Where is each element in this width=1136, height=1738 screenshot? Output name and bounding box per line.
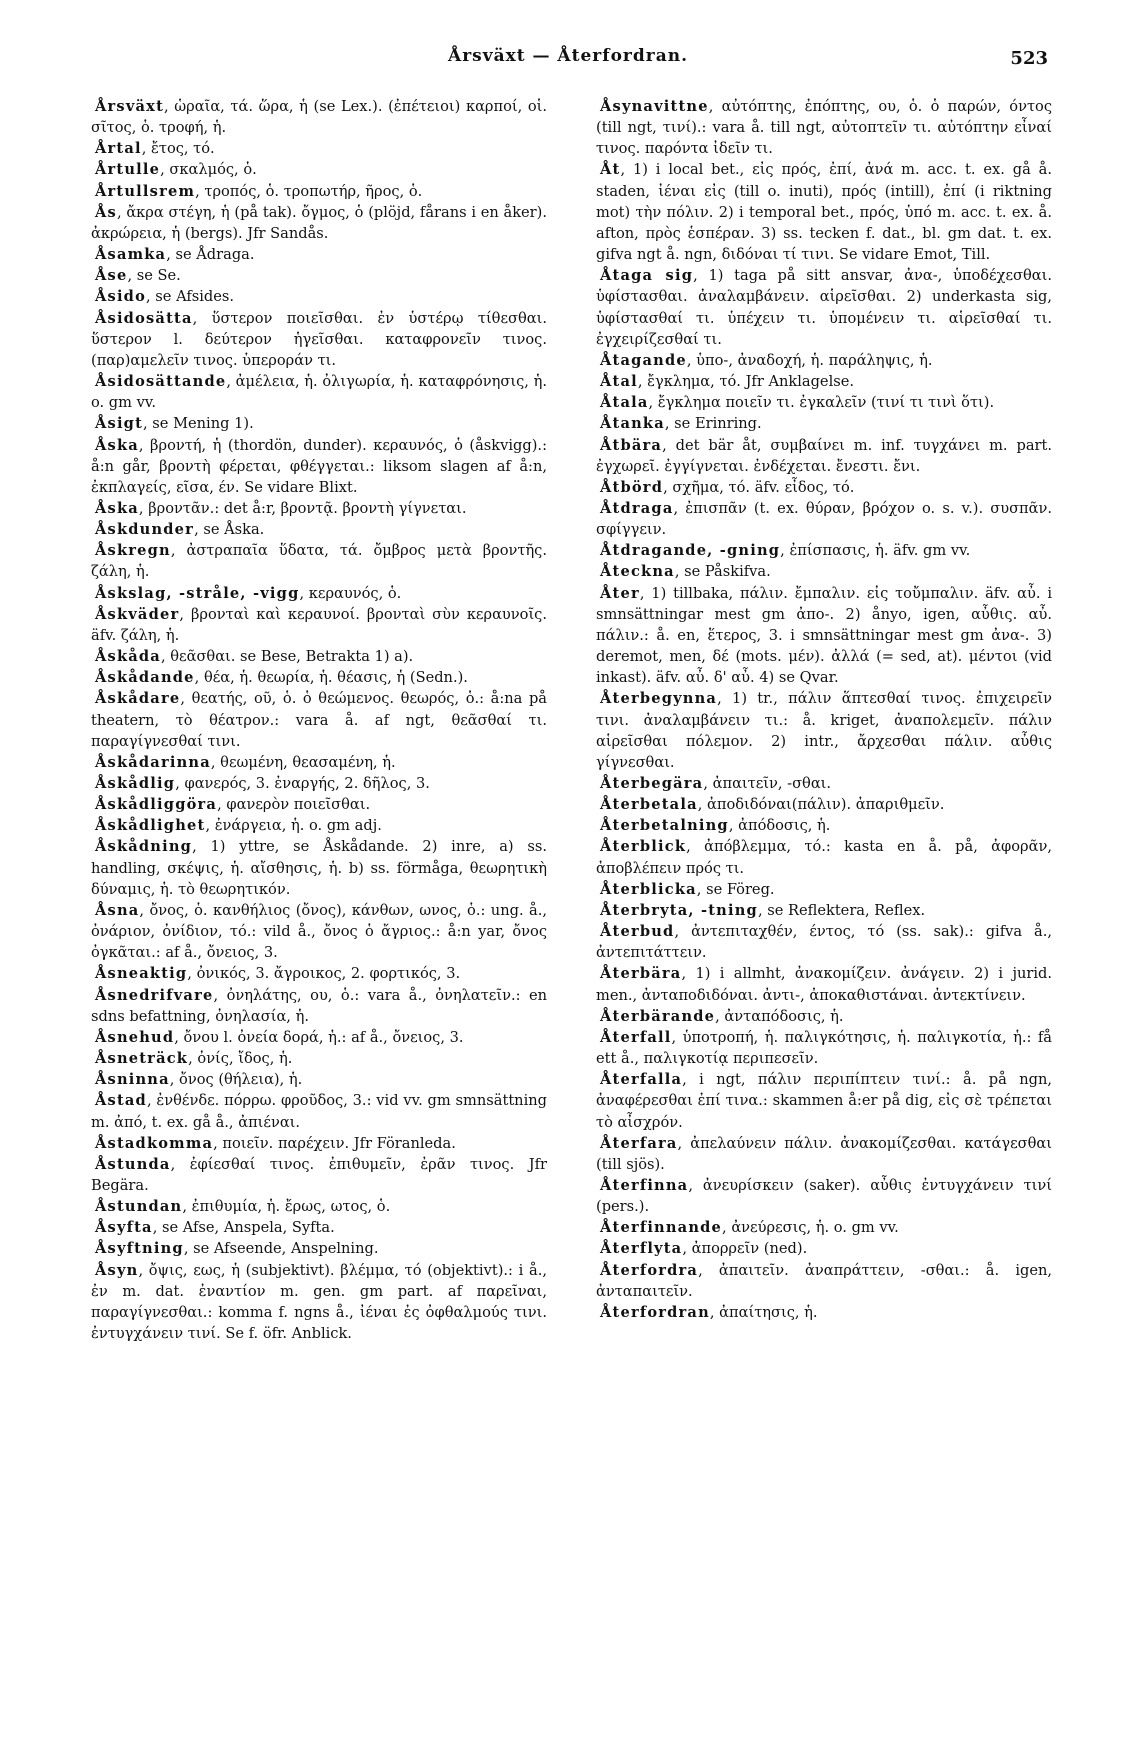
entry-definition: , τροπός, ὁ. τροπωτήρ, ῆρος, ὁ. <box>195 182 423 200</box>
entry-definition: , ἀντεπιταχθέν, έντος, τό (ss. sak).: gifva å., ἀντεπιτάττειν. <box>596 923 1052 962</box>
entry-headword: Årtullsrem <box>95 182 196 200</box>
entry-headword: Ås <box>95 203 117 221</box>
entry-definition: , ἀμέλεια, ἡ. ὀλιγωρία, ἡ. καταφρόνησις, ἡ. o. gm vv. <box>91 373 547 412</box>
entry-definition: , ὄνου l. ὀνεία δορά, ἡ.: af å., ὄνειος, 3. <box>174 1028 464 1046</box>
entry-definition: , ἀπελαύνειν πάλιν. ἀνακομίζεσθαι. κατάγεσθαι (till sjös). <box>596 1134 1052 1173</box>
entry-headword: Återflyta <box>600 1240 683 1258</box>
entry-headword: Återfara <box>600 1134 678 1152</box>
dictionary-entry <box>596 1133 1052 1175</box>
entry-headword: Återblick <box>600 838 687 856</box>
entry-definition: , ἐπίσπασις, ἡ. äfv. gm vv. <box>780 542 971 560</box>
entry-definition: , θεᾶσθαι. se Bese, Betrakta 1) a). <box>160 648 414 666</box>
dictionary-entry <box>596 561 1052 582</box>
dictionary-entry <box>91 519 547 540</box>
entry-definition: , σχῆμα, τό. äfv. εἶδος, τό. <box>663 478 855 496</box>
dictionary-entry <box>91 752 547 773</box>
entry-headword: Åtanka <box>600 415 665 433</box>
dictionary-entry <box>91 371 547 413</box>
entry-headword: Åsidosätta <box>95 309 193 327</box>
entry-definition: , ἀνεύρεσις, ἡ. o. gm vv. <box>722 1219 899 1237</box>
entry-headword: Årtal <box>95 140 142 158</box>
entry-headword: Återbegära <box>600 775 704 792</box>
entry-definition: , σκαλμός, ὁ. <box>160 161 257 179</box>
dictionary-entry <box>596 540 1052 561</box>
dictionary-entry <box>596 265 1052 350</box>
entry-definition: , ἀνταπόδοσις, ἡ. <box>715 1007 844 1025</box>
entry-headword: Åska <box>95 436 139 454</box>
dictionary-entry <box>91 244 547 265</box>
dictionary-entry <box>91 1133 547 1154</box>
dictionary-entry <box>91 900 547 963</box>
entry-definition: , ὄνος (θήλεια), ἡ. <box>169 1071 303 1089</box>
entry-headword: Åsigt <box>95 415 144 433</box>
entry-headword: Åstad <box>95 1092 147 1110</box>
entry-headword: Återfordra <box>600 1261 699 1279</box>
entry-headword: Åtbära <box>600 436 663 454</box>
dictionary-entry <box>91 836 547 899</box>
entry-definition: , se Se. <box>127 267 181 285</box>
entry-definition: , se Ådraga. <box>166 246 255 264</box>
entry-headword: Åskådliggöra <box>95 796 218 814</box>
entry-definition: , ἔγκλημα, τό. Jfr Anklagelse. <box>637 373 855 391</box>
dictionary-entry <box>596 583 1052 689</box>
entry-headword: Åskådlig <box>95 775 176 792</box>
dictionary-entry <box>91 413 547 434</box>
dictionary-entry <box>596 1260 1052 1302</box>
dictionary-entry <box>91 286 547 307</box>
dictionary-entry <box>596 1238 1052 1259</box>
dictionary-entry <box>596 921 1052 963</box>
entry-definition: , i ngt, πάλιν περιπίπτειν τινί.: å. på ngn, ἀναφέρεσθαι ἐπί τινα.: skammen å:er på dig, εἰς σὲ τρέπεται τὸ αἶσχρόν. <box>596 1071 1052 1131</box>
dictionary-entry <box>596 96 1052 159</box>
dictionary-entry <box>91 1260 547 1345</box>
entry-definition: , βρονταὶ καὶ κεραυνοί. βρονταὶ σὺν κεραυνοῖς. äfv. ζάλη, ἡ. <box>91 605 547 644</box>
entry-definition: , ἀπόδοσις, ἡ. <box>728 817 831 835</box>
entry-definition: , βροντή, ἡ (thordön, dunder). κεραυνός, ὁ (åskvigg).: å:n går, βροντὴ φέρεται, φθέγγεται.: liksom slagen af å:n, ἐκπλαγείς, εῖσα, έν. Se vidare Blixt. <box>91 436 547 496</box>
entry-definition: , ἀπαιτεῖν, -σθαι. <box>703 775 832 792</box>
entry-definition: , ὑποτροπή, ἡ. παλιγκότησις, ἡ. παλιγκοτία, ἡ.: få ett å., παλιγκοτίᾳ περιπεσεῖν. <box>596 1028 1052 1068</box>
entry-definition: , 1) tillbaka, πάλιν. ἔμπαλιν. εἰς τοὔμπαλιν. äfv. αὖ. i smnsättningar mest gm ἀπο-. 2) ånyo, igen, αὖθις. αὖ. πάλιν.: å. en, ἕτερος, 3. i smnsättningar mest gm ἀνα-. 3) deremot, men, δέ (mots. μέν). ἀλλά (= sed, at). μέντοι (vid inkast). äfv. αὖ. δ' αὖ. 4) se Qvar. <box>596 584 1052 687</box>
dictionary-entry <box>596 815 1052 836</box>
entry-headword: Årsväxt <box>95 98 165 115</box>
left-column <box>91 96 547 1344</box>
entry-headword: Åsido <box>95 288 147 306</box>
entry-headword: Åsynavittne <box>600 98 709 115</box>
entry-definition: , ποιεῖν. παρέχειν. Jfr Föranleda. <box>213 1134 456 1152</box>
entry-definition: , θεατής, οῦ, ὁ. ὁ θεώμενος. θεωρός, ὁ.: å:na på theatern, τὸ θέατρον.: vara å. af ngt, θεᾶσθαί τι. παραγίγνεσθαί τινι. <box>91 690 547 750</box>
entry-headword: Återfinna <box>600 1176 689 1194</box>
dictionary-entry <box>91 1154 547 1196</box>
page-number: 523 <box>1010 48 1048 69</box>
entry-definition: , 1) taga på sitt ansvar, ἀνα-, ὑποδέχεσθαι. ὑφίστασθαι. ἀναλαμβάνειν. αἱρεῖσθαι. 2) underkasta sig, ὑφίστασθαί τι. ὑπέχειν τι. ὑπομένειν τι. αἱρεῖσθαί τι. ἐγχειρίζεσθαί τι. <box>596 267 1052 348</box>
entry-definition: , ὀνηλάτης, ου, ὁ.: vara å., ὀνηλατεῖν.: en sdns befattning, ὀνηλασία, ἡ. <box>91 986 547 1025</box>
entry-headword: Åsninna <box>95 1071 170 1089</box>
dictionary-entry <box>91 1090 547 1132</box>
entry-definition: , ἄκρα στέγη, ἡ (på tak). ὄγμος, ὁ (plöjd, fårans i en åker). ἀκρώρεια, ἡ (bergs). Jfr Sandås. <box>91 203 547 242</box>
entry-definition: , ἀπόβλεμμα, τό.: kasta en å. på, ἀφορᾶν, ἀποβλέπειν πρός τι. <box>596 838 1052 877</box>
entry-headword: Åskåda <box>95 648 161 666</box>
entry-definition: , ὄνος, ὁ. κανθήλιος (ὄνος), κάνθων, ωνος, ὁ.: ung. å., ὀνάριον, ὀνίδιον, τό.: vild å., ὄνος ὁ ἄγριος.: å:n yar, ὄνος ὀγκᾶται.: af å., ὄνειος, 3. <box>91 901 547 962</box>
dictionary-entry <box>91 688 547 751</box>
entry-definition: , se Erinring. <box>664 415 762 433</box>
dictionary-entry <box>91 963 547 984</box>
entry-definition: , ἀνευρίσκειν (saker). αὖθις ἐντυγχάνειν τινί (pers.). <box>596 1176 1052 1216</box>
dictionary-entry <box>91 985 547 1027</box>
entry-headword: Återbetalning <box>600 817 729 835</box>
entry-definition: , 1) yttre, se Åskådande. 2) inre, a) ss. handling, σκέψις, ἡ. αἴσθησις, ἡ. b) ss. förmåga, θεωρητικὴ δύναμις, ἡ. τὸ θεωρητικόν. <box>91 838 547 898</box>
entry-headword: Årtulle <box>95 161 161 179</box>
dictionary-entry <box>91 1217 547 1238</box>
entry-definition: , ἐφίεσθαί τινος. ἐπιθυμεῖν, ἐρᾶν τινος. Jfr Begära. <box>91 1155 547 1194</box>
entry-definition: , se Afseende, Anspelning. <box>183 1240 379 1258</box>
dictionary-entry <box>91 1027 547 1048</box>
entry-headword: Åtal <box>600 373 638 391</box>
entry-definition: , ἀπορρεῖν (ned). <box>682 1240 808 1258</box>
entry-definition: , 1) i local bet., εἰς πρός, ἐπί, ἀνά m. acc. t. ex. gå å. staden, ἰέναι εἰς (till o. inuti), πρός (intill), ἐπί (i riktning mot) τὴν πόλιν. 2) i temporal bet., πρός, ὑπό m. acc. t. ex. å. afton, πρὸς ἑσπέραν. 3) ss. tecken f. dat., bl. gm dat. t. ex. gifva ngt å. ngn, διδόναι τί τινι. Se vidare Emot, Till. <box>596 161 1052 264</box>
entry-definition: , se Reflektera, Reflex. <box>757 901 926 919</box>
entry-definition: , ἀστραπαῖα ὕδατα, τά. ὄμβρος μετὰ βροντῆς. ζάλη, ἡ. <box>91 542 547 581</box>
entry-headword: Åstundan <box>95 1198 183 1216</box>
entry-headword: Återbegynna <box>600 690 718 708</box>
entry-headword: Åtagande <box>600 351 687 369</box>
entry-definition: , ὀνίς, ἴδος, ἡ. <box>188 1050 293 1068</box>
dictionary-entry <box>596 477 1052 498</box>
entry-definition: , ἐπισπᾶν (t. ex. θύραν, βρόχον o. s. v.). συσπᾶν. σφίγγειν. <box>596 499 1052 539</box>
entry-headword: Åsneträck <box>95 1050 189 1068</box>
entry-definition: , se Föreg. <box>696 880 775 898</box>
dictionary-entry <box>91 646 547 667</box>
entry-headword: Åska <box>95 499 139 517</box>
entry-headword: Återbära <box>600 965 682 983</box>
entry-headword: Åter <box>600 584 640 602</box>
dictionary-entry <box>596 963 1052 1005</box>
entry-headword: Åskslag, -stråle, -vigg <box>95 584 300 602</box>
entry-definition: , det bär åt, συμβαίνει m. inf. τυγχάνει m. part. ἐγχωρεῖ. ἐγγίγνεται. ἐνδέχεται. ἔνεστι. ἔνι. <box>596 436 1052 475</box>
dictionary-entry <box>91 667 547 688</box>
dictionary-entry <box>596 1006 1052 1027</box>
entry-headword: Åtdraga <box>600 499 674 517</box>
entry-definition: , βροντᾶν.: det å:r, βροντᾷ. βροντὴ γίγνεται. <box>138 499 467 517</box>
dictionary-entry <box>91 583 547 604</box>
entry-headword: Återbärande <box>600 1007 716 1025</box>
entry-headword: Åsyftning <box>95 1240 184 1258</box>
entry-headword: Åse <box>95 267 128 285</box>
dictionary-entry <box>596 1302 1052 1323</box>
dictionary-entry <box>596 879 1052 900</box>
entry-headword: Återfalla <box>600 1071 683 1089</box>
dictionary-entry <box>91 159 547 180</box>
dictionary-entry <box>91 794 547 815</box>
dictionary-entry <box>596 371 1052 392</box>
entry-headword: Åskådarinna <box>95 753 211 771</box>
entry-definition: , se Påskifva. <box>674 563 771 581</box>
entry-definition: , ἔτος, τό. <box>141 140 215 158</box>
dictionary-entry <box>596 392 1052 413</box>
entry-headword: Åtaga sig <box>600 267 694 285</box>
dictionary-entry <box>91 181 547 202</box>
entry-headword: Åsyn <box>95 1261 139 1279</box>
dictionary-entry <box>596 350 1052 371</box>
entry-definition: , θεωμένη, θεασαμένη, ἡ. <box>210 753 396 771</box>
entry-headword: Åsamka <box>95 246 167 264</box>
dictionary-entry <box>596 900 1052 921</box>
entry-definition: , ἐνάργεια, ἡ. o. gm adj. <box>205 817 382 835</box>
entry-headword: Åt <box>600 161 621 179</box>
dictionary-entry <box>91 815 547 836</box>
entry-definition: , se Åska. <box>194 521 265 539</box>
entry-definition: , ὕστερον ποιεῖσθαι. ἐν ὑστέρῳ τίθεσθαι. ὕστερον l. δεύτερον ἡγεῖσθαι. καταφρονεῖν τινος. (παρ)αμελεῖν τινος. ὑπεροράν τι. <box>91 309 547 369</box>
entry-headword: Åsnehud <box>95 1028 175 1046</box>
entry-headword: Återbryta, -tning <box>600 901 758 919</box>
entry-headword: Åskådare <box>95 690 181 708</box>
dictionary-entry <box>91 202 547 244</box>
dictionary-entry <box>91 604 547 646</box>
entry-headword: Återblicka <box>600 880 697 898</box>
entry-headword: Åteckna <box>600 563 675 581</box>
entry-definition: , ἔγκλημα ποιεῖν τι. ἐγκαλεῖν (τινί τι τινὶ ὅτι). <box>648 394 995 412</box>
dictionary-entry <box>91 265 547 286</box>
entry-headword: Åtbörd <box>600 478 664 496</box>
entry-definition: , κεραυνός, ὁ. <box>299 584 402 602</box>
entry-definition: , se Afse, Anspela, Syfta. <box>152 1219 335 1237</box>
dictionary-entry <box>596 1069 1052 1132</box>
dictionary-entry <box>91 435 547 498</box>
dictionary-entry <box>596 1217 1052 1238</box>
dictionary-entry <box>91 540 547 582</box>
dictionary-entry <box>596 435 1052 477</box>
dictionary-entry <box>596 688 1052 773</box>
dictionary-entry <box>91 773 547 794</box>
entry-definition: , ἀπαιτεῖν. ἀναπράττειν, -σθαι.: å. igen, ἀνταπαιτεῖν. <box>596 1261 1052 1300</box>
entry-definition: , φανερός, 3. ἐναργής, 2. δῆλος, 3. <box>175 775 430 792</box>
entry-definition: , ἀπαίτησις, ἡ. <box>709 1303 818 1321</box>
dictionary-entry <box>596 413 1052 434</box>
entry-definition: , ὀνικός, 3. ἄγροικος, 2. φορτικός, 3. <box>187 965 461 983</box>
dictionary-entry <box>596 159 1052 265</box>
entry-headword: Åsyfta <box>95 1219 153 1237</box>
entry-headword: Åsidosättande <box>95 373 227 391</box>
entry-definition: , φανερὸν ποιεῖσθαι. <box>217 796 371 814</box>
entry-headword: Återfordran <box>600 1303 710 1321</box>
entry-definition: , αὐτόπτης, ἐπόπτης, ου, ὁ. ὁ παρών, όντος (till ngt, τινί).: vara å. till ngt, αὐτοπτεῖν τι. αὐτόπτην εἶναί τινος. παρόντα ἰδεῖν τι. <box>596 98 1052 158</box>
entry-headword: Åskådande <box>95 669 195 687</box>
entry-definition: , ἀποδιδόναι(πάλιν). ἀπαριθμεῖν. <box>697 796 945 814</box>
entry-definition: , se Afsides. <box>146 288 235 306</box>
entry-definition: , se Mening 1). <box>143 415 254 433</box>
running-head: Årsväxt — Återfordran. <box>448 46 688 66</box>
dictionary-entry <box>596 836 1052 878</box>
entry-headword: Återfinnande <box>600 1219 723 1237</box>
entry-headword: Åskregn <box>95 542 171 560</box>
dictionary-entry <box>91 1196 547 1217</box>
dictionary-entry <box>596 773 1052 794</box>
dictionary-entry <box>91 138 547 159</box>
dictionary-entry <box>596 794 1052 815</box>
entry-definition: , ὡραῖα, τά. ὥρα, ἡ (se Lex.). (ἐπέτειοι) καρποί, οἱ. σῖτος, ὁ. τροφή, ἡ. <box>91 98 547 137</box>
entry-definition: , 1) i allmht, ἀνακομίζειν. ἀνάγειν. 2) i jurid. men., ἀνταποδιδόναι. ἀντι-, ἀποκαθιστάναι. ἀντεκτίνειν. <box>596 965 1052 1004</box>
entry-definition: , θέα, ἡ. θεωρία, ἡ. θέασις, ἡ (Sedn.). <box>194 669 468 687</box>
entry-headword: Åsneaktig <box>95 965 188 983</box>
page-header <box>88 46 1048 76</box>
entry-headword: Åsnedrifvare <box>95 986 214 1004</box>
entry-headword: Åskådning <box>95 838 193 856</box>
dictionary-entry <box>91 308 547 371</box>
entry-headword: Åstunda <box>95 1155 171 1173</box>
dictionary-entry <box>91 1238 547 1259</box>
dictionary-entry <box>91 1048 547 1069</box>
entry-headword: Åstadkomma <box>95 1134 214 1152</box>
entry-definition: , ὑπο-, ἀναδοχή, ἡ. παράληψις, ἡ. <box>686 351 933 369</box>
entry-headword: Åskdunder <box>95 521 195 539</box>
entry-headword: Åskväder <box>95 605 180 623</box>
dictionary-entry <box>91 1069 547 1090</box>
entry-headword: Återfall <box>600 1028 672 1046</box>
entry-headword: Åtala <box>600 394 649 412</box>
entry-headword: Återbud <box>600 923 675 941</box>
dictionary-entry <box>91 498 547 519</box>
entry-definition: , ἐπιθυμία, ἡ. ἔρως, ωτος, ὁ. <box>182 1198 391 1216</box>
entry-headword: Åtdragande, -gning <box>600 542 781 560</box>
entry-headword: Återbetala <box>600 796 698 814</box>
dictionary-entry <box>91 96 547 138</box>
entry-headword: Åskådlighet <box>95 817 206 835</box>
entry-definition: , ἐνθένδε. πόρρω. φροῦδος, 3.: vid vv. gm smnsättning m. ἀπό, t. ex. gå å., ἀπιέναι. <box>91 1092 547 1131</box>
entry-definition: , ὄψις, εως, ἡ (subjektivt). βλέμμα, τό (objektivt).: i å., ἐν m. dat. ἐναντίον m. gen. gm part. af παρεῖναι, παραγίγνεσθαι.: komma f. ngns å., ἰέναι ἐς ὀφθαλμούς τινι. ἐντυγχάνειν τινί. Se f. öfr. Anblick. <box>91 1261 547 1343</box>
dictionary-entry <box>596 1175 1052 1217</box>
right-column <box>596 96 1052 1323</box>
dictionary-entry <box>596 1027 1052 1069</box>
entry-headword: Åsna <box>95 901 140 919</box>
entry-definition: , 1) tr., πάλιν ἅπτεσθαί τινος. ἐπιχειρεῖν τινι. ἀναλαμβάνειν τι.: å. kriget, ἀναπολεμεῖν. πάλιν αἱρεῖσθαι πόλεμον. 2) intr., ἄρχεσθαι πάλιν. αὖθις γίγνεσθαι. <box>596 690 1052 771</box>
dictionary-entry <box>596 498 1052 540</box>
